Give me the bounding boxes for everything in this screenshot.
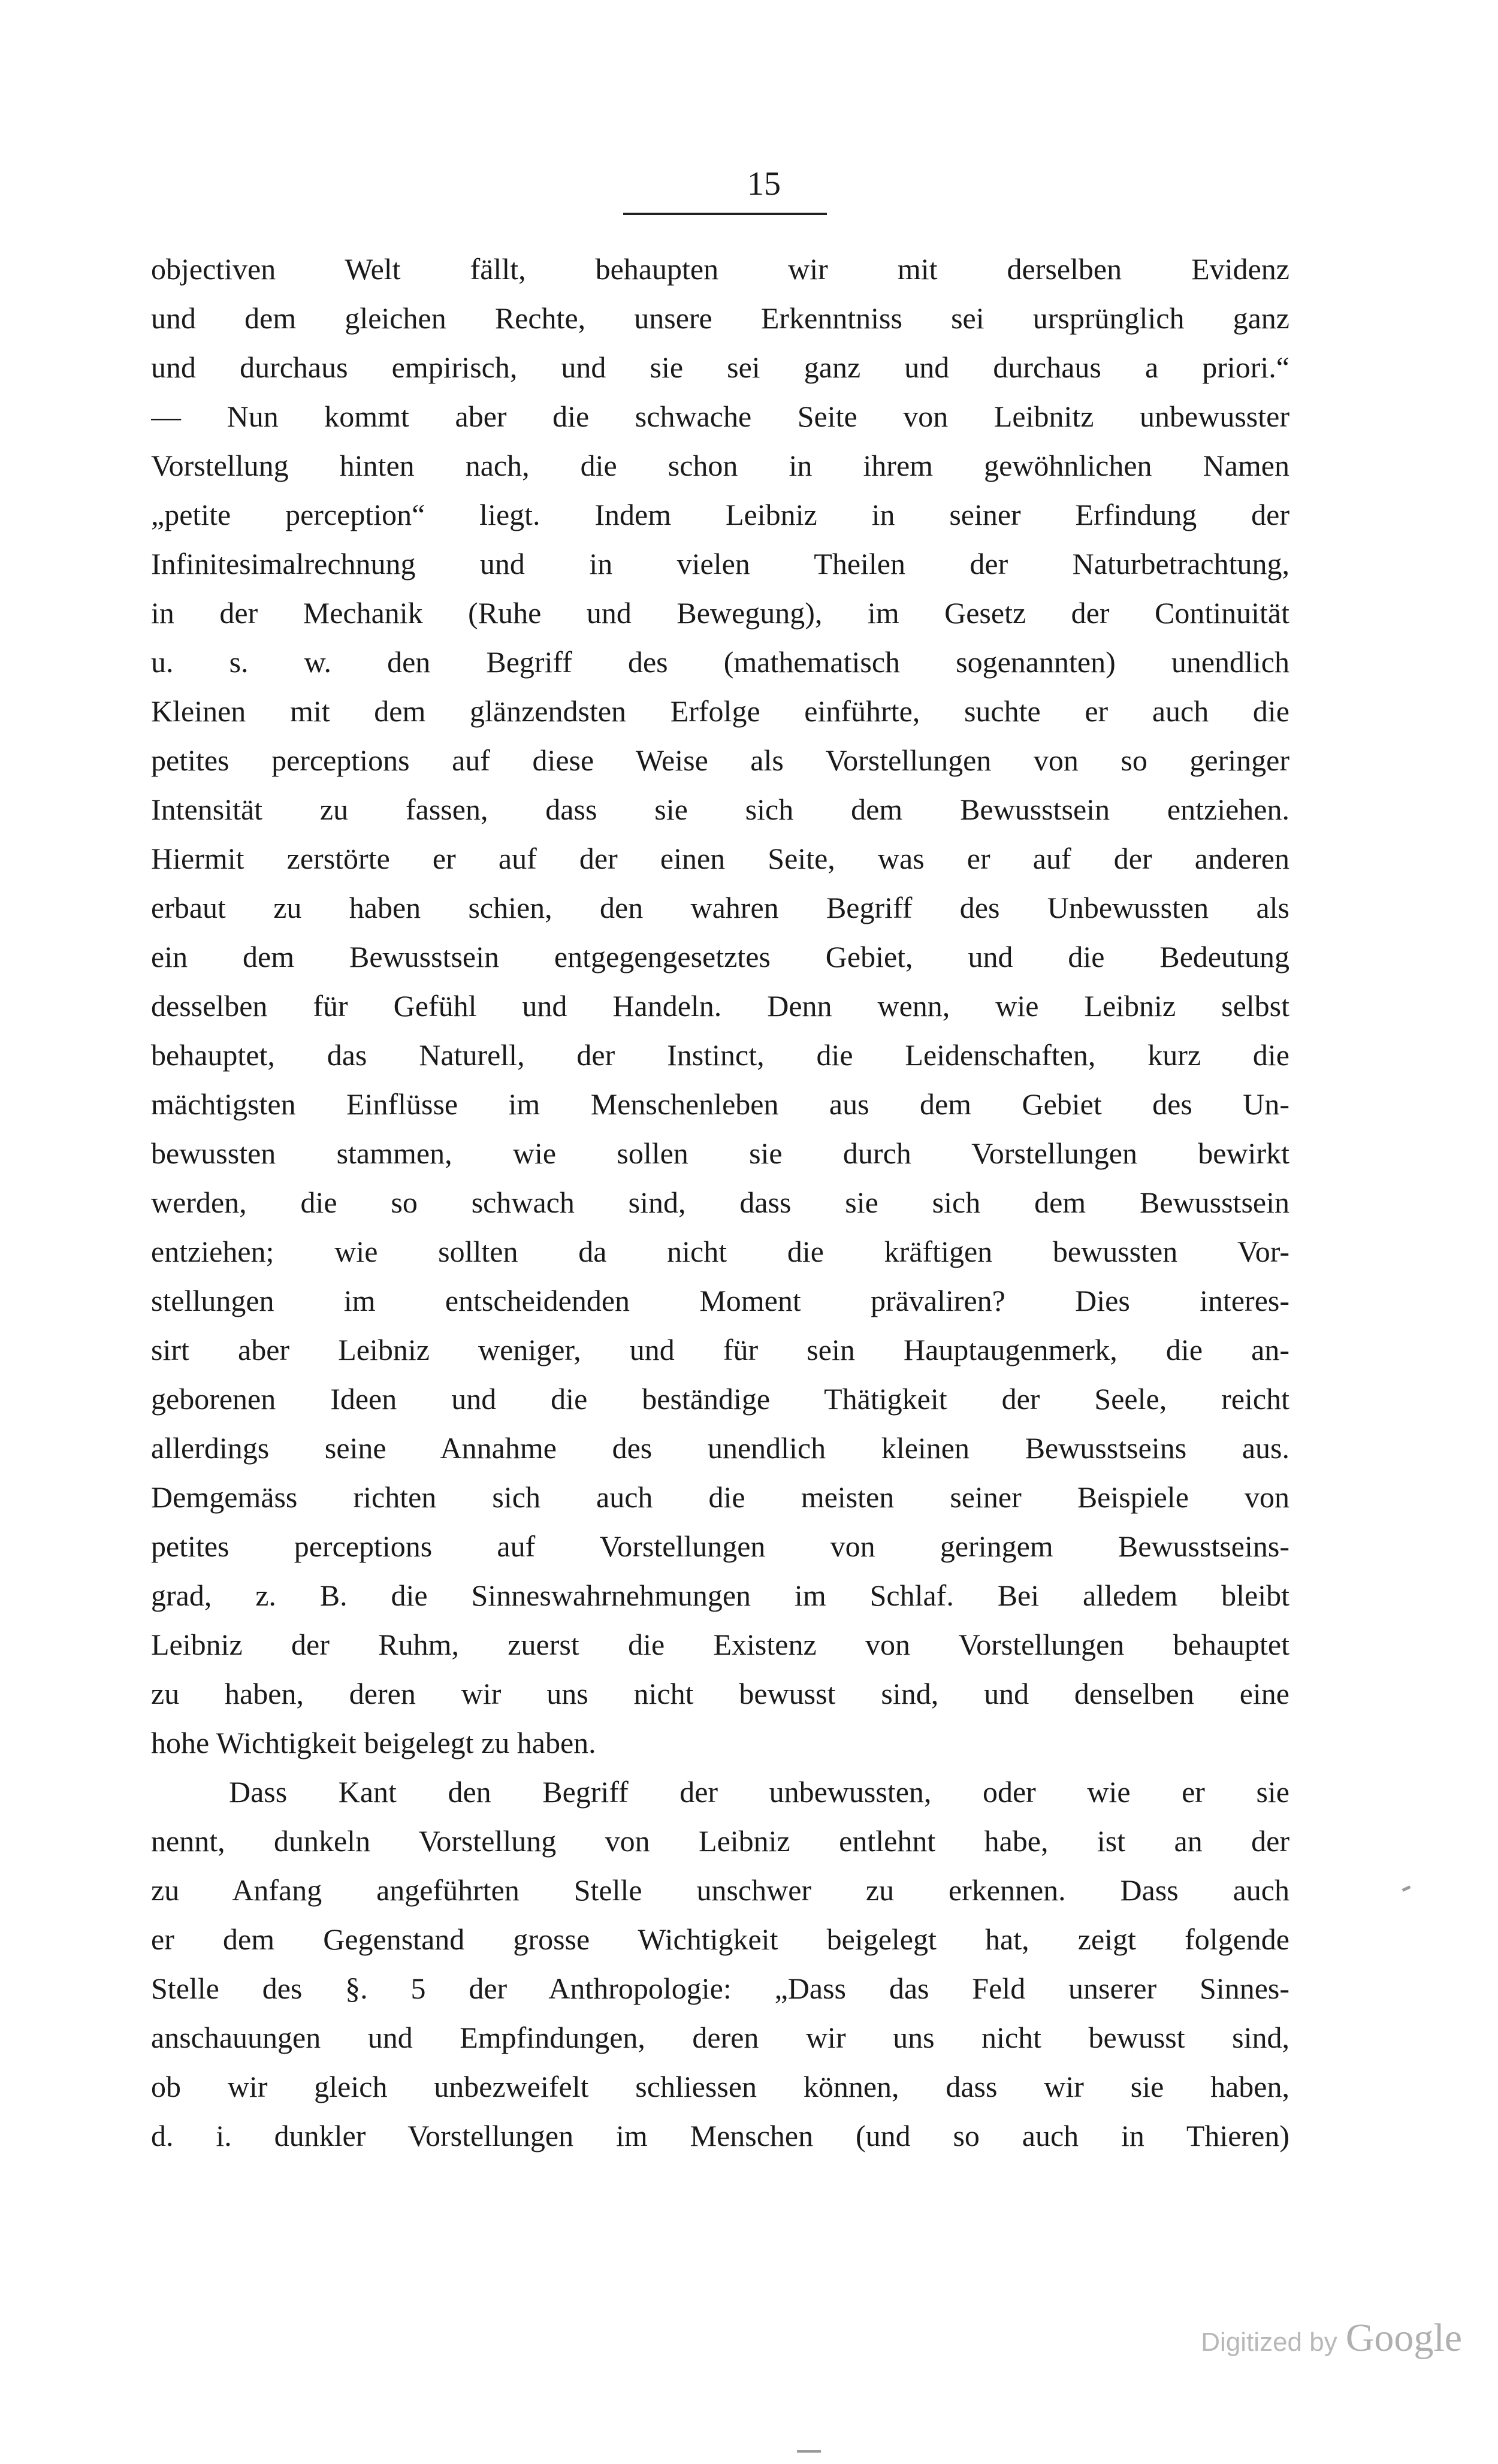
scan-speck: [797, 2450, 821, 2453]
text-line: Infinitesimalrechnung und in vielen Theilen der Naturbetrachtung,: [151, 547, 1289, 581]
text-line: und durchaus empirisch, und sie sei ganz und durchaus a priori.“: [151, 350, 1289, 384]
text-line: ein dem Bewusstsein entgegengesetztes Gebiet, und die Bedeutung: [151, 940, 1289, 973]
text-line: nennt, dunkeln Vorstellung von Leibniz entlehnt habe, ist an der: [151, 1824, 1289, 1858]
text-line: mächtigsten Einflüsse im Menschenleben aus dem Gebiet des Un-: [151, 1087, 1289, 1121]
text-line: Intensität zu fassen, dass sie sich dem Bewusstsein entziehen.: [151, 793, 1289, 826]
text-line: petites perceptions auf Vorstellungen von geringem Bewusstseins-: [151, 1529, 1289, 1563]
text-line: stellungen im entscheidenden Moment prävaliren? Dies interes-: [151, 1284, 1289, 1317]
text-line: sirt aber Leibniz weniger, und für sein Hauptaugenmerk, die an-: [151, 1333, 1289, 1366]
body-text: [151, 244, 1289, 2160]
text-line: Stelle des §. 5 der Anthropologie: „Dass das Feld unserer Sinnes-: [151, 1972, 1289, 2005]
scan-speck: [1402, 1885, 1411, 1891]
text-line: zu haben, deren wir uns nicht bewusst sind, und denselben eine: [151, 1677, 1289, 1710]
text-line: Dass Kant den Begriff der unbewussten, oder wie er sie: [229, 1775, 1289, 1809]
text-line: anschauungen und Empfindungen, deren wir uns nicht bewusst sind,: [151, 2021, 1289, 2054]
text-line: objectiven Welt fällt, behaupten wir mit derselben Evidenz: [151, 252, 1289, 286]
text-line: ob wir gleich unbezweifelt schliessen können, dass wir sie haben,: [151, 2070, 1289, 2103]
text-line: d. i. dunkler Vorstellungen im Menschen (und so auch in Thieren): [151, 2119, 1289, 2152]
text-line: Hiermit zerstörte er auf der einen Seite, was er auf der anderen: [151, 842, 1289, 875]
text-line: desselben für Gefühl und Handeln. Denn wenn, wie Leibniz selbst: [151, 989, 1289, 1023]
text-line: grad, z. B. die Sinneswahrnehmungen im Schlaf. Bei alledem bleibt: [151, 1579, 1289, 1612]
digitized-watermark: [1201, 2315, 1462, 2361]
text-line: in der Mechanik (Ruhe und Bewegung), im Gesetz der Continuität: [151, 596, 1289, 630]
text-line: petites perceptions auf diese Weise als Vorstellungen von so geringer: [151, 743, 1289, 777]
text-line: Leibniz der Ruhm, zuerst die Existenz von Vorstellungen behauptet: [151, 1628, 1289, 1661]
text-line: Demgemäss richten sich auch die meisten seiner Beispiele von: [151, 1480, 1289, 1514]
text-line: entziehen; wie sollten da nicht die kräftigen bewussten Vor-: [151, 1235, 1289, 1268]
watermark-text: Digitized by: [1201, 2327, 1337, 2357]
text-line: Kleinen mit dem glänzendsten Erfolge einführte, suchte er auch die: [151, 694, 1289, 728]
text-line: er dem Gegenstand grosse Wichtigkeit beigelegt hat, zeigt folgende: [151, 1922, 1289, 1956]
text-line: u. s. w. den Begriff des (mathematisch sogenannten) unendlich: [151, 645, 1289, 679]
text-line: geborenen Ideen und die beständige Thätigkeit der Seele, reicht: [151, 1382, 1289, 1416]
text-line: erbaut zu haben schien, den wahren Begriff des Unbewussten als: [151, 891, 1289, 924]
text-line: hohe Wichtigkeit beigelegt zu haben.: [151, 1726, 596, 1759]
text-line: und dem gleichen Rechte, unsere Erkenntniss sei ursprünglich ganz: [151, 301, 1289, 335]
text-line: „petite perception“ liegt. Indem Leibniz in seiner Erfindung der: [151, 498, 1289, 531]
text-line: allerdings seine Annahme des unendlich kleinen Bewusstseins aus.: [151, 1431, 1289, 1465]
google-logo: Google: [1345, 2316, 1462, 2360]
page-number-rule: [623, 213, 827, 215]
text-line: werden, die so schwach sind, dass sie sich dem Bewusstsein: [151, 1186, 1289, 1219]
text-line: — Nun kommt aber die schwache Seite von Leibnitz unbewusster: [151, 400, 1289, 433]
text-line: behauptet, das Naturell, der Instinct, die Leidenschaften, kurz die: [151, 1038, 1289, 1072]
text-line: Vorstellung hinten nach, die schon in ihrem gewöhnlichen Namen: [151, 449, 1289, 482]
text-line: zu Anfang angeführten Stelle unschwer zu erkennen. Dass auch: [151, 1873, 1289, 1907]
text-line: bewussten stammen, wie sollen sie durch Vorstellungen bewirkt: [151, 1136, 1289, 1170]
page-number: 15: [747, 165, 781, 202]
